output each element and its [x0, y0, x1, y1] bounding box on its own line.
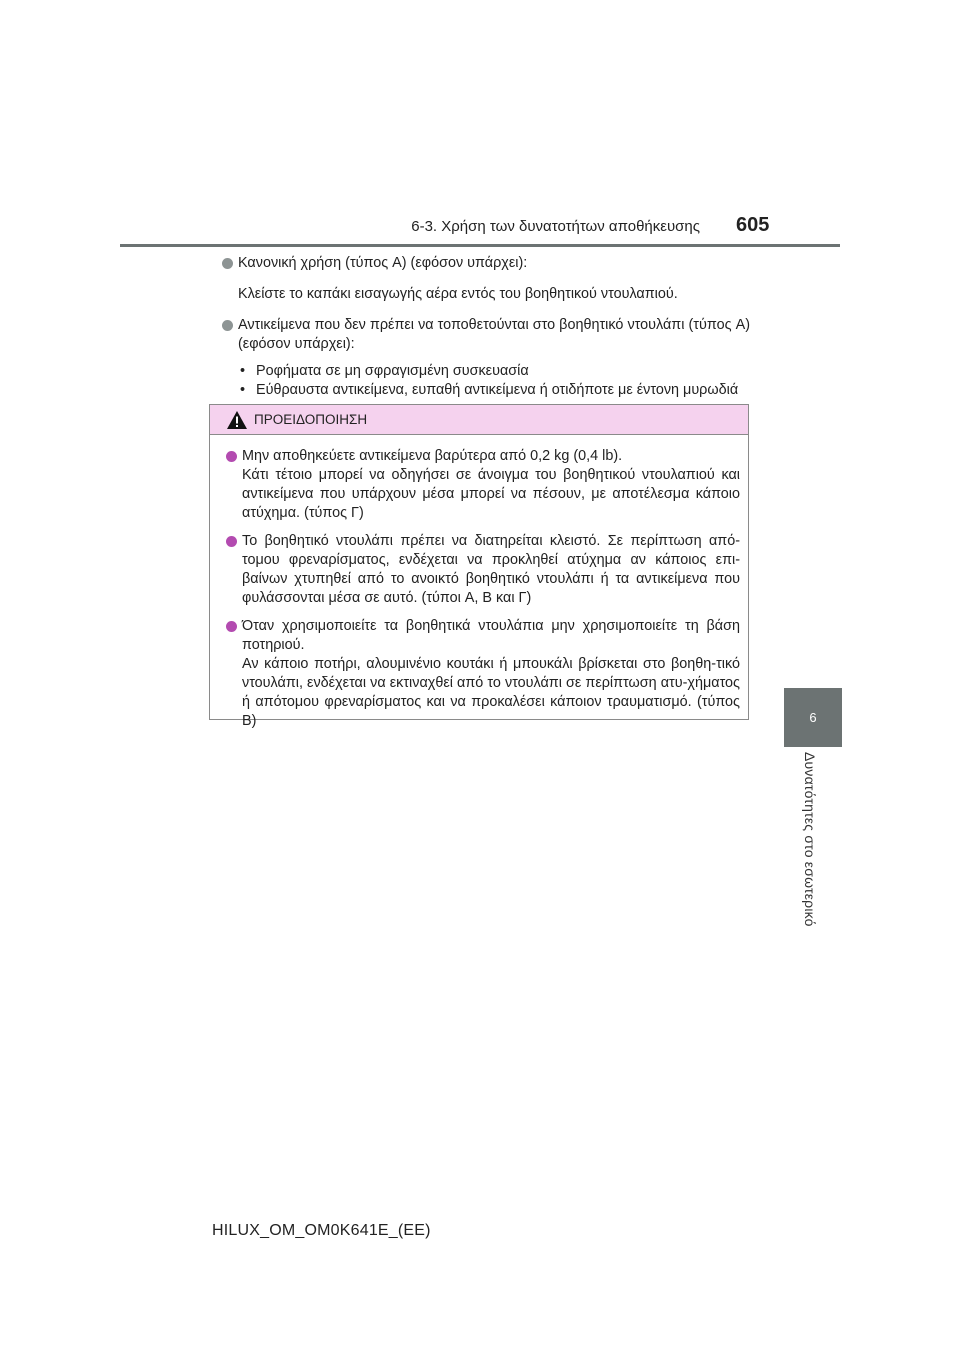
bullet-heading: Αντικείμενα που δεν πρέπει να τοποθετούνται στο βοηθητικό ντουλάπι (τύπος A) (εφόσον υπάρχει):: [238, 317, 750, 352]
section-title: 6-3. Χρήση των δυνατοτήτων αποθήκευσης: [411, 218, 700, 235]
document-code: HILUX_OM_OM0K641E_(EE): [212, 1222, 431, 1239]
bullet-body: Κλείστε το καπάκι εισαγωγής αέρα εντός του βοηθητικού ντουλαπιού.: [238, 286, 678, 302]
list-item: [238, 362, 750, 381]
warning-dot-icon: [226, 621, 237, 632]
warning-item: [226, 532, 740, 608]
warning-triangle-icon: [226, 410, 248, 430]
warning-box: [209, 404, 749, 729]
warning-item: [226, 617, 740, 731]
warning-item-line: Κάτι τέτοιο μπορεί να οδηγήσει σε άνοιγμα του βοηθητικού ντουλαπιού και αντικείμενα που υπάρχουν μέσα μπορεί να πέσουν, με αποτέλεσμα κάποιο ατύχημα. (τύπος Γ): [242, 467, 740, 521]
chapter-label: Δυνατότητες στο εσωτερικό: [802, 752, 818, 927]
warning-title: ΠΡΟΕΙΔΟΠΟΙΗΣΗ: [254, 412, 368, 427]
warning-dot-icon: [226, 536, 237, 547]
warning-item-line: Όταν χρησιμοποιείτε τα βοηθητικά ντουλάπια μην χρησιμοποιείτε τη βάση ποτηριού.: [242, 618, 740, 653]
warning-body: [210, 435, 748, 731]
chapter-number: 6: [809, 710, 817, 725]
warning-item: [226, 447, 740, 523]
list-item-text: Εύθραυστα αντικείμενα, ευπαθή αντικείμενα ή οτιδήποτε με έντονη μυρωδιά: [256, 382, 739, 398]
list-bullet-icon: •: [240, 363, 246, 379]
warning-item-line: Το βοηθητικό ντουλάπι πρέπει να διατηρείται κλειστό. Σε περίπτωση από-τομου φρεναρίσματος, ενδέχεται να προκληθεί ατύχημα αν κάποιος επι-βαίνων χτυπηθεί από το ανοικτό βοηθητικό ντουλάπι ή τα αντικείμενα που φυλάσσονται μέσα σε αυτό. (τύποι A, B και Γ): [242, 533, 740, 606]
warning-item-line: Αν κάποιο ποτήρι, αλουμινένιο κουτάκι ή μπουκάλι βρίσκεται στο βοηθη-τικό ντουλάπι, ενδέχεται να εκτιναχθεί από το ντουλάπι σε περίπτωση ατυ-χήματος ή απότομου φρεναρίσματος και να προκαλέσει κάποιον τραυματισμό. (τύπος B): [242, 656, 740, 729]
bullet-forbidden-items: [222, 316, 750, 354]
header-divider: [120, 244, 840, 247]
bullet-dot-icon: [222, 320, 233, 331]
page-number: 605: [736, 214, 770, 236]
warning-item-line: Μην αποθηκεύετε αντικείμενα βαρύτερα από 0,2 kg (0,4 lb).: [242, 448, 623, 464]
list-bullet-icon: •: [240, 382, 246, 398]
bullet-dot-icon: [222, 258, 233, 269]
chapter-tab[interactable]: [784, 688, 842, 747]
main-content: [222, 254, 750, 400]
warning-dot-icon: [226, 451, 237, 462]
bullet-heading: Κανονική χρήση (τύπος A) (εφόσον υπάρχει):: [238, 255, 528, 271]
warning-header: [210, 405, 748, 435]
list-item-text: Ροφήματα σε μη σφραγισμένη συσκευασία: [256, 363, 529, 379]
forbidden-items-list: [238, 362, 750, 400]
bullet-normal-use: [222, 254, 750, 273]
list-item: [238, 381, 750, 400]
